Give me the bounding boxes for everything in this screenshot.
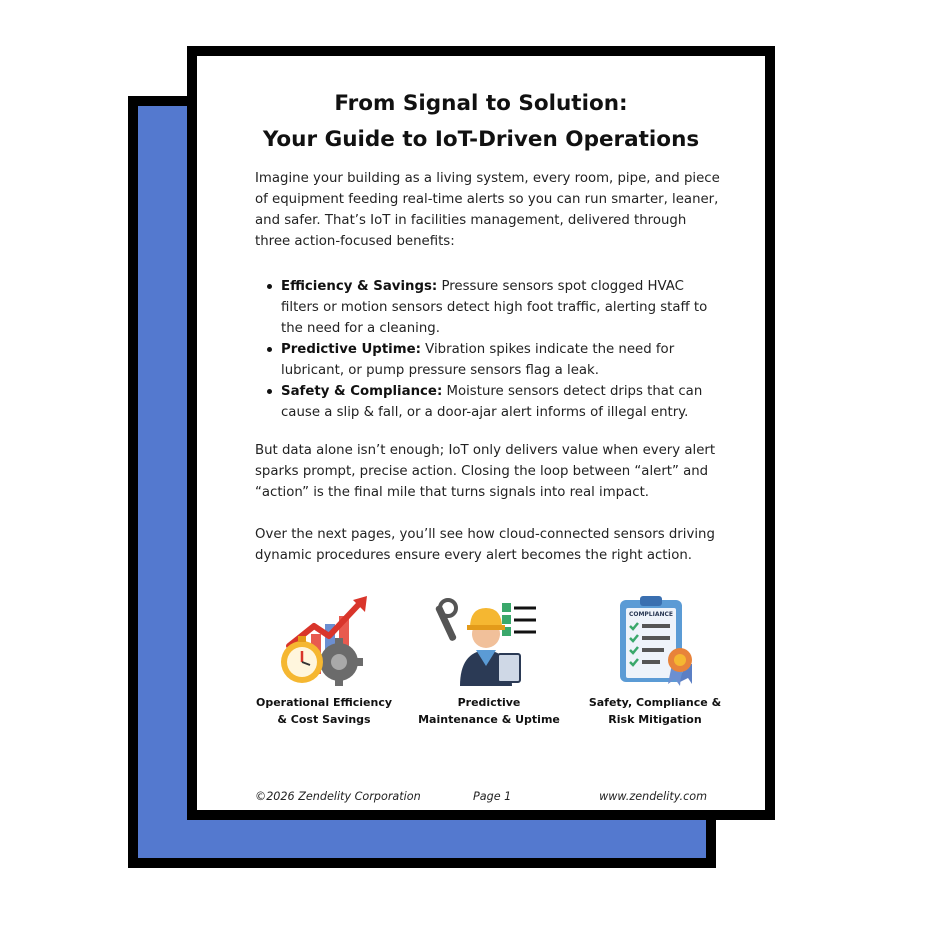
icon-label: Predictive Maintenance & Uptime — [418, 696, 560, 726]
intro-paragraph: Imagine your building as a living system, every room, pipe, and piece of equipment feeding real-time alerts so you can run smarter, leaner, and safer. That’s IoT in facilities management, delivered through three action-focused benefits: — [255, 171, 720, 249]
page-title — [197, 86, 765, 158]
clipboard-heading: COMPLIANCE — [628, 611, 674, 618]
data-alone-paragraph: But data alone isn’t enough; IoT only delivers value when every alert sparks prompt, precise action. Closing the loop between “alert” and “action” is the final mile that turns signals into real impact. — [255, 443, 716, 500]
benefit-heading: Predictive Uptime: — [281, 342, 421, 357]
benefit-text: Vibration spikes indicate the need for lubricant, or pump pressure sensors flag a leak. — [281, 342, 675, 378]
footer-copyright: ©2026 Zendelity Corporation — [255, 790, 421, 803]
icon-label: Safety, Compliance & Risk Mitigation — [588, 696, 722, 726]
footer-page-number: Page 1 — [473, 790, 512, 803]
title-line-1: From Signal to Solution: — [334, 91, 628, 116]
benefit-item-safety — [255, 381, 721, 423]
title-line-2: Your Guide to IoT-Driven Operations — [262, 127, 700, 152]
icon-label: Operational Efficiency & Cost Savings — [255, 696, 393, 726]
document-page — [187, 46, 775, 820]
benefit-text: Moisture sensors detect drips that can cause a slip & fall, or a door-ajar alert informs of illegal entry. — [281, 384, 703, 420]
next-pages-paragraph: Over the next pages, you’ll see how cloud-connected sensors driving dynamic procedures ensure every alert becomes the right action. — [255, 527, 715, 563]
footer-website: www.zendelity.com — [599, 790, 707, 803]
technician-checklist-icon — [434, 594, 544, 688]
benefit-icon-efficiency — [239, 594, 409, 728]
benefit-item-efficiency — [255, 276, 721, 339]
benefit-heading: Efficiency & Savings: — [281, 279, 438, 294]
benefit-text: Pressure sensors spot clogged HVAC filters or motion sensors detect high foot traffic, alerting staff to the need for a cleaning. — [281, 279, 708, 336]
benefit-icon-maintenance — [404, 594, 574, 728]
benefit-heading: Safety & Compliance: — [281, 384, 443, 399]
compliance-clipboard-icon — [600, 594, 710, 688]
stopwatch-gear-growth-icon — [269, 594, 379, 688]
benefits-list — [255, 276, 721, 423]
benefit-item-uptime — [255, 339, 721, 381]
benefit-icon-compliance — [570, 594, 740, 728]
